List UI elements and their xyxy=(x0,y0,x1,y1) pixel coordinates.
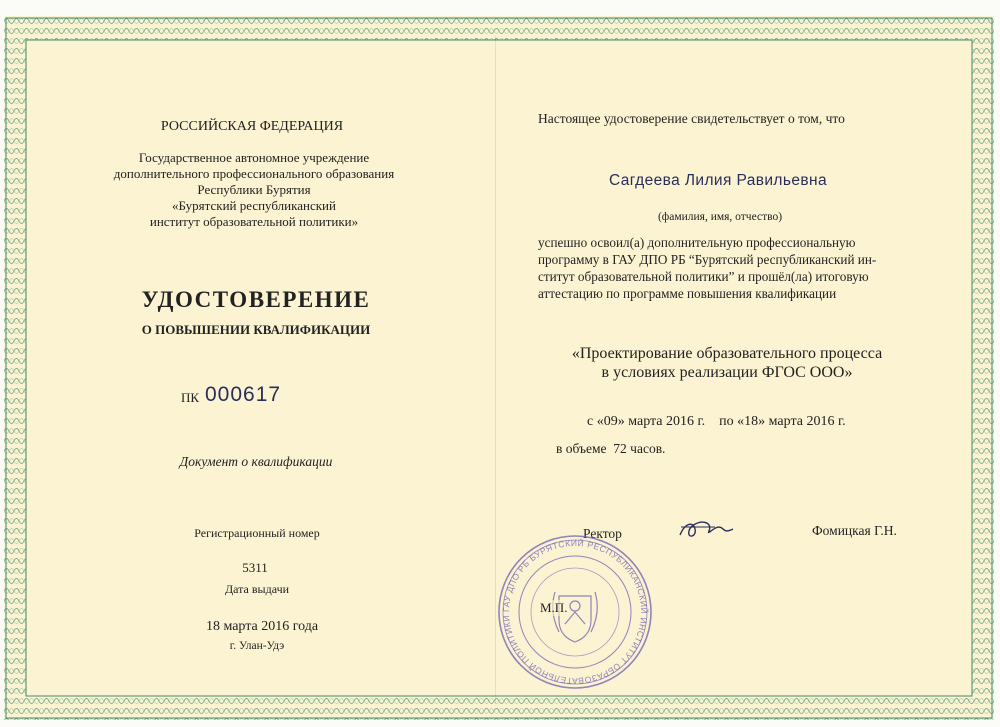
document-subtitle: О ПОВЫШЕНИИ КВАЛИФИКАЦИИ xyxy=(141,322,371,337)
registration-label: Регистрационный номер xyxy=(194,526,320,540)
intro-text: Настоящее удостоверение свидетельствует о том, что xyxy=(538,111,845,126)
training-volume: в объеме 72 часов. xyxy=(556,441,666,456)
issue-date-label: Дата выдачи xyxy=(224,582,290,596)
city: г. Улан-Удэ xyxy=(229,640,285,652)
name-caption: (фамилия, имя, отчество) xyxy=(657,211,783,223)
statement-line: успешно освоил(а) дополнительную профессиональную xyxy=(538,235,856,250)
certificate-number: 000617 xyxy=(205,383,282,406)
institution-line: институт образовательной политики» xyxy=(149,214,359,229)
institution-line: Государственное автономное учреждение xyxy=(138,150,370,165)
training-dates: с «09» марта 2016 г. по «18» марта 2016 г. xyxy=(587,414,846,429)
document-title: УДОСТОВЕРЕНИЕ xyxy=(141,287,371,312)
statement-line: аттестацию по программе повышения квалификации xyxy=(538,286,837,301)
statement-line: ститут образовательной политики” и прошёл(ла) итоговую xyxy=(538,269,869,284)
country-name: РОССИЙСКАЯ ФЕДЕРАЦИЯ xyxy=(160,119,344,134)
completion-statement xyxy=(538,234,902,302)
holder-full-name: Сагдеева Лилия Равильевна xyxy=(609,172,827,189)
institution-line: «Бурятский республиканский xyxy=(172,198,336,213)
document-type: Документ о квалификации xyxy=(179,454,333,469)
rector-signature xyxy=(675,515,735,545)
program-title-line: «Проектирование образовательного процесса xyxy=(571,345,883,362)
statement-line: программу в ГАУ ДПО РБ “Бурятский республиканский ин- xyxy=(538,252,877,267)
seal-label: М.П. xyxy=(540,600,568,615)
program-title-line: в условиях реализации ФГОС ООО» xyxy=(601,364,853,381)
institution-line: Республики Бурятия xyxy=(197,182,311,197)
rector-label: Ректор xyxy=(583,526,622,541)
stamp-ring-text: ГАУ ДПО РБ БУРЯТСКИЙ РЕСПУБЛИКАНСКИЙ ИНСТИТУТ ОБРАЗОВАТЕЛЬНОЙ ПОЛИТИКИ xyxy=(500,537,650,687)
rector-name: Фомицкая Г.Н. xyxy=(812,523,897,538)
issue-date: 18 марта 2016 года xyxy=(205,619,319,634)
registration-number: 5311 xyxy=(242,560,268,575)
institution-line: дополнительного профессионального образования xyxy=(113,166,395,181)
official-stamp xyxy=(495,532,655,692)
series-label: ПК xyxy=(181,390,200,405)
